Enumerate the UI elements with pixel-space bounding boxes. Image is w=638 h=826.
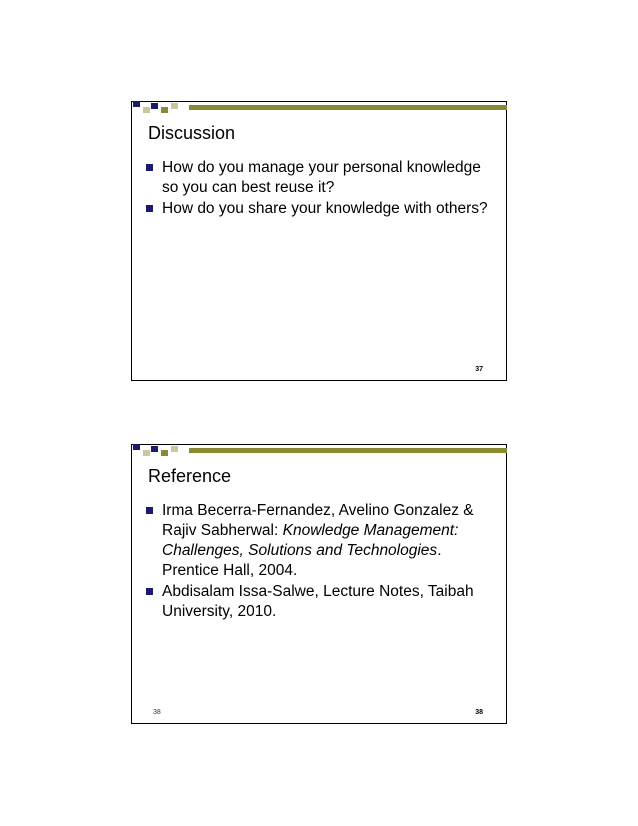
square-bullet-icon — [146, 164, 153, 171]
bullet-list — [145, 158, 495, 220]
decoration-square — [161, 450, 168, 456]
bullet-text: How do you share your knowledge with others? — [162, 200, 488, 217]
decoration-square — [171, 446, 178, 452]
decoration-square — [171, 103, 178, 109]
slide-title: Reference — [148, 466, 232, 486]
bullet-item — [145, 501, 495, 581]
decoration-bar — [189, 105, 507, 110]
bullet-text: How do you manage your personal knowledge so you can best reuse it? — [162, 159, 481, 196]
decoration-square — [133, 101, 140, 107]
decoration-square — [143, 450, 150, 456]
bullet-list — [145, 501, 495, 623]
bullet-item — [145, 158, 495, 198]
slide-number: 37 — [475, 366, 483, 373]
decoration-square — [133, 444, 140, 450]
bullet-text: Abdisalam Issa-Salwe, Lecture Notes, Taibah University, 2010. — [162, 583, 474, 620]
slide-corner-decoration — [131, 101, 508, 121]
slide-reference — [131, 444, 507, 724]
decoration-square — [151, 103, 158, 109]
square-bullet-icon — [146, 507, 153, 514]
slide-title: Discussion — [148, 123, 236, 143]
bullet-item — [145, 582, 495, 622]
decoration-bar — [189, 448, 507, 453]
slide-corner-decoration — [131, 444, 508, 464]
decoration-square — [143, 107, 150, 113]
footer-number: 38 — [153, 709, 161, 716]
bullet-item — [145, 199, 495, 219]
decoration-square — [151, 446, 158, 452]
bullet-text: Irma Becerra-Fernandez, Avelino Gonzalez & Rajiv Sabherwal: — [162, 502, 474, 539]
bullet-text-italic: Knowledge Management: Challenges, Solutions and Technologies — [162, 522, 459, 559]
square-bullet-icon — [146, 588, 153, 595]
bullet-text: . Prentice Hall, 2004. — [162, 542, 442, 579]
decoration-square — [161, 107, 168, 113]
square-bullet-icon — [146, 205, 153, 212]
slide-number: 38 — [475, 709, 483, 716]
slide-discussion — [131, 101, 507, 381]
